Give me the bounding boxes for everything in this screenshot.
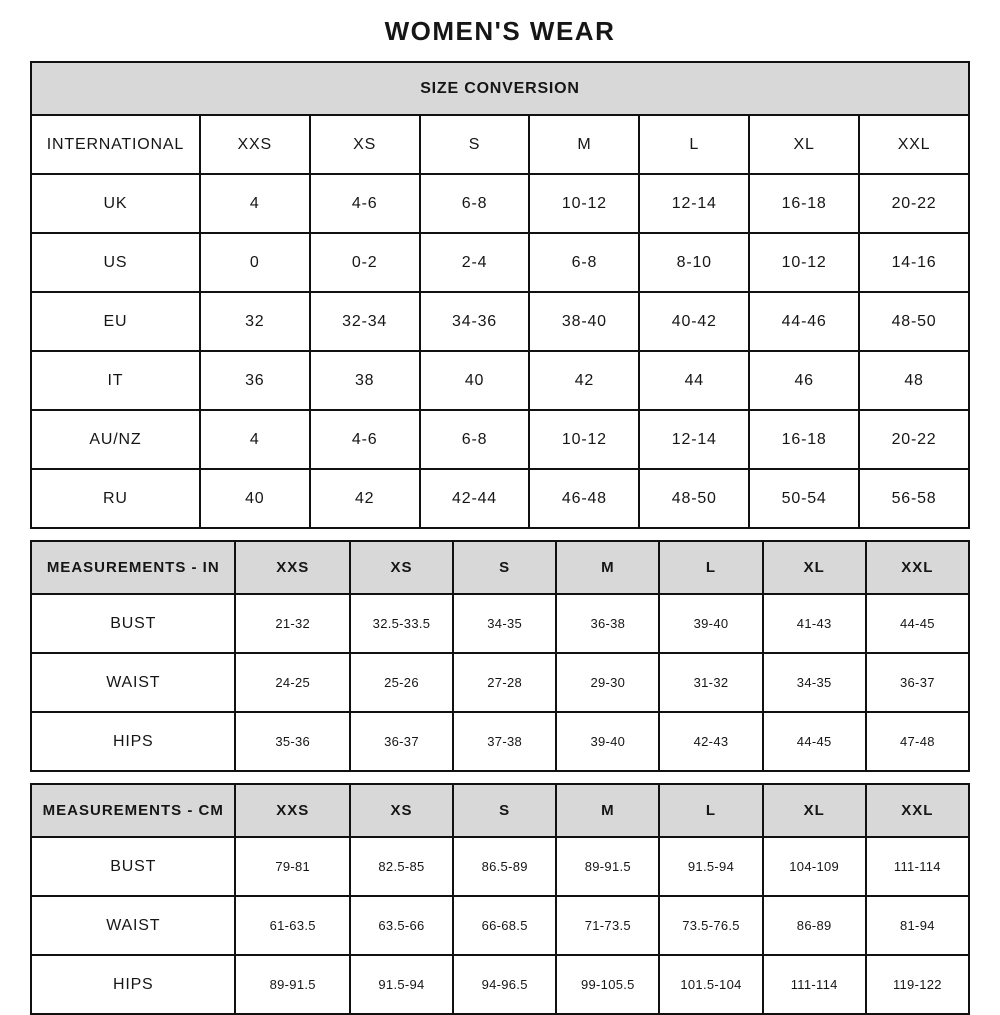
table-row [31, 837, 969, 896]
measurements-in-header-row [31, 541, 969, 594]
row-label: WAIST [31, 896, 235, 955]
value-cell: 29-30 [556, 653, 659, 712]
value-cell: 99-105.5 [556, 955, 659, 1014]
value-cell: 91.5-94 [659, 837, 762, 896]
value-cell: 104-109 [763, 837, 866, 896]
value-cell: 73.5-76.5 [659, 896, 762, 955]
value-cell: 36 [200, 351, 310, 410]
value-cell: 6-8 [529, 233, 639, 292]
size-conversion-body [31, 62, 969, 528]
value-cell: 42 [310, 469, 420, 528]
row-label: BUST [31, 837, 235, 896]
value-cell: 48 [859, 351, 969, 410]
value-cell: 24-25 [235, 653, 349, 712]
row-label: HIPS [31, 955, 235, 1014]
value-cell: 40 [420, 351, 530, 410]
value-cell: 40 [200, 469, 310, 528]
column-header-s: S [420, 115, 530, 174]
value-cell: 47-48 [866, 712, 969, 771]
value-cell: 41-43 [763, 594, 866, 653]
column-header-m: M [556, 784, 659, 837]
measurements-cm-table [30, 783, 970, 1015]
column-header-xxs: XXS [200, 115, 310, 174]
value-cell: 44-45 [866, 594, 969, 653]
value-cell: 38 [310, 351, 420, 410]
table-row [31, 233, 969, 292]
row-label: HIPS [31, 712, 235, 771]
value-cell: 63.5-66 [350, 896, 453, 955]
value-cell: 44-46 [749, 292, 859, 351]
column-header-xxl: XXL [859, 115, 969, 174]
column-header-m: M [556, 541, 659, 594]
measurements-cm-header-row [31, 784, 969, 837]
size-conversion-table [30, 61, 970, 529]
table-row [31, 351, 969, 410]
measurements-in-table [30, 540, 970, 772]
value-cell: 20-22 [859, 174, 969, 233]
column-header-xs: XS [350, 541, 453, 594]
value-cell: 36-38 [556, 594, 659, 653]
value-cell: 119-122 [866, 955, 969, 1014]
value-cell: 38-40 [529, 292, 639, 351]
value-cell: 16-18 [749, 410, 859, 469]
value-cell: 32 [200, 292, 310, 351]
value-cell: 37-38 [453, 712, 556, 771]
column-header-l: L [659, 541, 762, 594]
value-cell: 34-35 [453, 594, 556, 653]
column-header-l: L [659, 784, 762, 837]
column-header-xxs: XXS [235, 784, 349, 837]
size-conversion-columns-row [31, 115, 969, 174]
value-cell: 89-91.5 [235, 955, 349, 1014]
value-cell: 8-10 [639, 233, 749, 292]
column-header-xs: XS [350, 784, 453, 837]
value-cell: 66-68.5 [453, 896, 556, 955]
measurements-cm-body [31, 784, 969, 1014]
value-cell: 44-45 [763, 712, 866, 771]
measurements-in-title: MEASUREMENTS - IN [31, 541, 235, 594]
table-row [31, 594, 969, 653]
value-cell: 32-34 [310, 292, 420, 351]
value-cell: 36-37 [350, 712, 453, 771]
column-header-xxl: XXL [866, 784, 969, 837]
value-cell: 35-36 [235, 712, 349, 771]
row-label: IT [31, 351, 200, 410]
value-cell: 111-114 [763, 955, 866, 1014]
value-cell: 39-40 [659, 594, 762, 653]
column-header-xl: XL [763, 784, 866, 837]
value-cell: 89-91.5 [556, 837, 659, 896]
value-cell: 36-37 [866, 653, 969, 712]
column-header-xl: XL [763, 541, 866, 594]
value-cell: 111-114 [866, 837, 969, 896]
value-cell: 39-40 [556, 712, 659, 771]
value-cell: 27-28 [453, 653, 556, 712]
table-row [31, 292, 969, 351]
value-cell: 0 [200, 233, 310, 292]
value-cell: 101.5-104 [659, 955, 762, 1014]
column-header-international: INTERNATIONAL [31, 115, 200, 174]
value-cell: 6-8 [420, 174, 530, 233]
value-cell: 81-94 [866, 896, 969, 955]
value-cell: 44 [639, 351, 749, 410]
value-cell: 34-35 [763, 653, 866, 712]
value-cell: 10-12 [529, 174, 639, 233]
value-cell: 4 [200, 410, 310, 469]
value-cell: 71-73.5 [556, 896, 659, 955]
value-cell: 40-42 [639, 292, 749, 351]
value-cell: 2-4 [420, 233, 530, 292]
size-conversion-title: SIZE CONVERSION [31, 62, 969, 115]
value-cell: 10-12 [749, 233, 859, 292]
column-header-xxs: XXS [235, 541, 349, 594]
row-label: US [31, 233, 200, 292]
value-cell: 12-14 [639, 174, 749, 233]
row-label: UK [31, 174, 200, 233]
table-row [31, 469, 969, 528]
table-row [31, 174, 969, 233]
value-cell: 79-81 [235, 837, 349, 896]
value-cell: 82.5-85 [350, 837, 453, 896]
row-label: AU/NZ [31, 410, 200, 469]
value-cell: 42-43 [659, 712, 762, 771]
value-cell: 4 [200, 174, 310, 233]
value-cell: 32.5-33.5 [350, 594, 453, 653]
size-chart-page [30, 0, 970, 1015]
table-row [31, 712, 969, 771]
row-label: BUST [31, 594, 235, 653]
value-cell: 25-26 [350, 653, 453, 712]
table-row [31, 955, 969, 1014]
value-cell: 61-63.5 [235, 896, 349, 955]
value-cell: 20-22 [859, 410, 969, 469]
column-header-xl: XL [749, 115, 859, 174]
value-cell: 6-8 [420, 410, 530, 469]
value-cell: 48-50 [859, 292, 969, 351]
measurements-cm-title: MEASUREMENTS - CM [31, 784, 235, 837]
value-cell: 42-44 [420, 469, 530, 528]
page-title: WOMEN'S WEAR [384, 16, 616, 46]
value-cell: 4-6 [310, 410, 420, 469]
value-cell: 16-18 [749, 174, 859, 233]
value-cell: 14-16 [859, 233, 969, 292]
column-header-s: S [453, 541, 556, 594]
table-row [31, 410, 969, 469]
row-label: WAIST [31, 653, 235, 712]
value-cell: 48-50 [639, 469, 749, 528]
value-cell: 94-96.5 [453, 955, 556, 1014]
table-row [31, 653, 969, 712]
table-row [31, 896, 969, 955]
column-header-xxl: XXL [866, 541, 969, 594]
row-label: RU [31, 469, 200, 528]
column-header-xs: XS [310, 115, 420, 174]
value-cell: 21-32 [235, 594, 349, 653]
value-cell: 91.5-94 [350, 955, 453, 1014]
value-cell: 10-12 [529, 410, 639, 469]
row-label: EU [31, 292, 200, 351]
size-conversion-banner-row [31, 62, 969, 115]
value-cell: 56-58 [859, 469, 969, 528]
value-cell: 86-89 [763, 896, 866, 955]
column-header-l: L [639, 115, 749, 174]
value-cell: 34-36 [420, 292, 530, 351]
value-cell: 46 [749, 351, 859, 410]
measurements-in-body [31, 541, 969, 771]
value-cell: 46-48 [529, 469, 639, 528]
value-cell: 12-14 [639, 410, 749, 469]
value-cell: 4-6 [310, 174, 420, 233]
value-cell: 50-54 [749, 469, 859, 528]
column-header-s: S [453, 784, 556, 837]
column-header-m: M [529, 115, 639, 174]
value-cell: 86.5-89 [453, 837, 556, 896]
value-cell: 0-2 [310, 233, 420, 292]
value-cell: 42 [529, 351, 639, 410]
value-cell: 31-32 [659, 653, 762, 712]
